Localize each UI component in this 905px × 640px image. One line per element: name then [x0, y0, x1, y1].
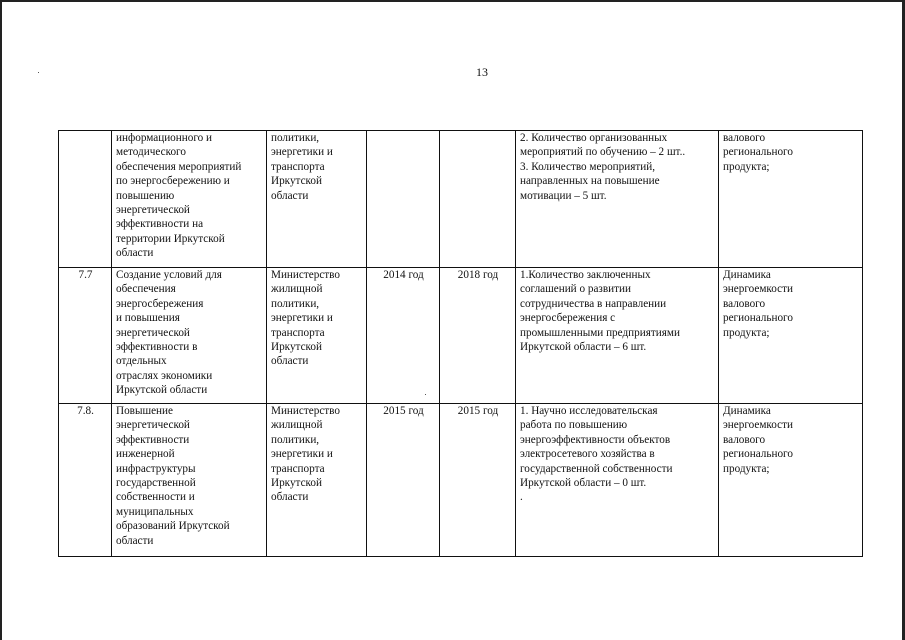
- cell-text-line: территории Иркутской: [116, 232, 225, 245]
- table-body: [59, 131, 863, 557]
- cell-indicator: [719, 131, 863, 268]
- cell-start-year: [367, 404, 440, 557]
- cell-text-line: 1.Количество заключенных: [520, 269, 651, 281]
- cell-text-line: жилищной: [271, 419, 323, 432]
- cell-text-line: энергетической: [116, 419, 190, 432]
- cell-text-line: политики,: [271, 297, 320, 310]
- cell-start-year: [367, 131, 440, 268]
- scan-border-left: [0, 0, 2, 640]
- cell-indicator: [719, 268, 863, 404]
- cell-text-line: энергетики и: [271, 146, 333, 159]
- cell-end-year: [440, 268, 516, 404]
- cell-text-line: обеспечения мероприятий: [116, 160, 242, 173]
- cell-text-line: работа по повышению: [520, 419, 628, 432]
- cell-text-line: мероприятий по обучению – 2 шт..: [520, 146, 686, 159]
- cell-text-line: валового: [723, 297, 766, 310]
- cell-executor: [267, 268, 367, 404]
- cell-text-line: Иркутской области: [116, 384, 208, 397]
- cell-text-line: Министерство: [271, 405, 340, 417]
- cell-text-line: 1. Научно исследовательская: [520, 405, 658, 417]
- cell-text-line: Иркутской: [271, 477, 322, 490]
- cell-text-line: эффективности на: [116, 218, 204, 231]
- cell-text-line: соглашений о развитии: [520, 283, 631, 296]
- cell-text-line: информационного и: [116, 132, 213, 144]
- cell-text-line: транспорта: [271, 160, 325, 173]
- cell-text-line: электросетевого хозяйства в: [520, 448, 655, 461]
- cell-text-line: области: [271, 355, 309, 368]
- cell-number: [59, 268, 112, 404]
- cell-text-line: 3. Количество мероприятий,: [520, 160, 656, 173]
- cell-expected-results: [516, 131, 719, 268]
- cell-text-line: Иркутской: [271, 341, 322, 354]
- cell-end-year: [440, 131, 516, 268]
- cell-text-line: Повышение: [116, 405, 173, 417]
- cell-text-line: регионального: [723, 146, 793, 159]
- measures-table: [58, 130, 863, 557]
- cell-text-line: отраслях экономики: [116, 369, 213, 382]
- cell-text-line: политики,: [271, 433, 320, 446]
- cell-text-line: энергоемкости: [723, 283, 794, 296]
- cell-text-line: энергетики и: [271, 448, 333, 461]
- cell-text: 2015 год: [457, 405, 499, 417]
- cell-text-line: направленных на повышение: [520, 175, 660, 188]
- cell-start-year: [367, 268, 440, 404]
- cell-text-line: продукта;: [723, 160, 770, 173]
- cell-measure-name: [112, 404, 267, 557]
- scan-speck: [38, 72, 39, 73]
- cell-text: 7.7: [78, 269, 93, 281]
- cell-number: [59, 131, 112, 268]
- cell-end-year: [440, 404, 516, 557]
- cell-text-line: транспорта: [271, 462, 325, 475]
- cell-text-line: области: [116, 534, 154, 547]
- cell-text: 2018 год: [457, 269, 499, 281]
- cell-text-line: валового: [723, 433, 766, 446]
- cell-text: 7.8.: [77, 405, 94, 417]
- cell-expected-results: [516, 268, 719, 404]
- cell-text-line: политики,: [271, 132, 320, 144]
- cell-text-line: эффективности в: [116, 341, 198, 354]
- cell-text-line: Иркутской: [271, 175, 322, 188]
- table-row: [59, 131, 863, 268]
- cell-text-line: Иркутской области – 6 шт.: [520, 341, 647, 354]
- cell-text-line: по энергосбережению и: [116, 175, 230, 188]
- cell-text-line: муниципальных: [116, 505, 194, 518]
- cell-text-line: методического: [116, 146, 186, 159]
- cell-text: 2015 год: [383, 405, 424, 417]
- cell-text: 2014 год: [383, 269, 424, 281]
- cell-text-line: Динамика: [723, 405, 771, 417]
- cell-text-line: энергетической: [116, 326, 190, 339]
- table-row: [59, 404, 863, 557]
- cell-text-line: Министерство: [271, 269, 340, 281]
- cell-text-line: Иркутской области – 0 шт.: [520, 477, 647, 490]
- cell-text-line: и повышения: [116, 312, 180, 325]
- cell-text-line: регионального: [723, 312, 793, 325]
- cell-text-line: энергоэффективности объектов: [520, 433, 671, 446]
- cell-text-line: энергоемкости: [723, 419, 794, 432]
- cell-text-line: образований Иркутской: [116, 520, 230, 533]
- cell-text-line: энергосбережения: [116, 297, 204, 310]
- cell-text-line: мотивации – 5 шт.: [520, 189, 607, 202]
- cell-text-line: энергетики и: [271, 312, 333, 325]
- cell-text-line: инженерной: [116, 448, 175, 461]
- cell-indicator: [719, 404, 863, 557]
- cell-text-line: .: [520, 491, 523, 504]
- cell-text-line: инфраструктуры: [116, 462, 196, 475]
- scan-border-top: [0, 0, 905, 2]
- cell-text-line: промышленными предприятиями: [520, 326, 680, 339]
- cell-expected-results: [516, 404, 719, 557]
- cell-text-line: транспорта: [271, 326, 325, 339]
- table-row: [59, 268, 863, 404]
- cell-measure-name: [112, 131, 267, 268]
- cell-text-line: обеспечения: [116, 283, 176, 296]
- cell-text-line: продукта;: [723, 462, 770, 475]
- cell-text-line: области: [271, 491, 309, 504]
- cell-executor: [267, 404, 367, 557]
- cell-text-line: собственности и: [116, 491, 195, 504]
- cell-text-line: продукта;: [723, 326, 770, 339]
- cell-text-line: области: [116, 247, 154, 260]
- cell-text-line: Создание условий для: [116, 269, 222, 281]
- cell-text-line: отдельных: [116, 355, 167, 368]
- cell-text-line: Динамика: [723, 269, 771, 281]
- page-number: 13: [476, 65, 488, 79]
- cell-text-line: эффективности: [116, 433, 190, 446]
- cell-text-line: регионального: [723, 448, 793, 461]
- cell-text-line: государственной собственности: [520, 462, 673, 475]
- cell-text-line: государственной: [116, 477, 196, 490]
- cell-text-line: сотрудничества в направлении: [520, 297, 667, 310]
- cell-text-line: повышению: [116, 189, 175, 202]
- cell-text-line: 2. Количество организованных: [520, 132, 668, 144]
- cell-text-line: жилищной: [271, 283, 323, 296]
- cell-text-line: энергетической: [116, 204, 190, 217]
- cell-text-line: энергосбережения с: [520, 312, 616, 325]
- cell-number: [59, 404, 112, 557]
- cell-text-line: валового: [723, 132, 766, 144]
- cell-measure-name: [112, 268, 267, 404]
- cell-executor: [267, 131, 367, 268]
- cell-text-line: области: [271, 189, 309, 202]
